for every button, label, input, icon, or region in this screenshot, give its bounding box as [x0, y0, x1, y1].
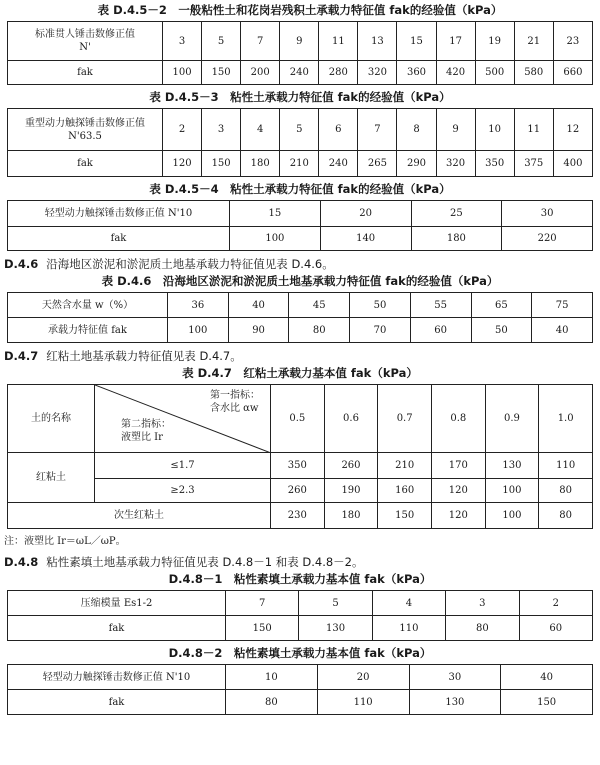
table-d46 [7, 292, 593, 343]
cell: 100 [485, 503, 539, 529]
cell: 375 [514, 151, 553, 177]
row-label: 轻型动力触探锤击数修正值 N'10 [8, 201, 230, 227]
moisture-ratio-header: 0.5 [271, 385, 325, 453]
cell: 350 [271, 453, 325, 479]
table-d481-caption: D.4.8－1 粘性素填土承载力基本值 fak（kPa） [168, 572, 432, 586]
table-row [8, 690, 593, 715]
cell: 80 [446, 616, 519, 641]
cell: 75 [532, 293, 593, 318]
row-label: fak [8, 151, 163, 177]
cell: 170 [431, 453, 485, 479]
cell: 240 [280, 61, 319, 85]
table-row [8, 479, 593, 503]
cell: 20 [320, 201, 411, 227]
cell: 220 [502, 227, 593, 251]
cell: 40 [501, 665, 593, 690]
cell: 30 [409, 665, 501, 690]
cell: 265 [358, 151, 397, 177]
table-d47-caption: 表 D.4.7 红粘土承载力基本值 fak（kPa） [182, 366, 418, 380]
condition-cell: ≤1.7 [95, 453, 271, 479]
condition-cell: ≥2.3 [95, 479, 271, 503]
cell: 500 [475, 61, 514, 85]
cell: 110 [372, 616, 445, 641]
table-d482-caption: D.4.8－2 粘性素填土承载力基本值 fak（kPa） [168, 646, 432, 660]
table-d46-caption: 表 D.4.6 沿海地区淤泥和淤泥质土地基承载力特征值 fak的经验值（kPa） [101, 274, 499, 288]
moisture-ratio-header: 1.0 [539, 385, 593, 453]
cell: 9 [436, 109, 475, 151]
cell: 4 [241, 109, 280, 151]
cell: 25 [411, 201, 502, 227]
table-d454 [7, 200, 593, 251]
table-row [8, 227, 593, 251]
cell: 190 [324, 479, 378, 503]
moisture-ratio-header: 0.8 [431, 385, 485, 453]
cell: 130 [485, 453, 539, 479]
cell: 3 [163, 22, 202, 61]
cell: 7 [241, 22, 280, 61]
cell: 290 [397, 151, 436, 177]
cell: 110 [539, 453, 593, 479]
cell: 110 [317, 690, 409, 715]
cell: 6 [319, 109, 358, 151]
cell: 100 [230, 227, 321, 251]
cell: 210 [378, 453, 432, 479]
index-header [95, 385, 271, 453]
cell: 65 [471, 293, 532, 318]
cell: 150 [226, 616, 299, 641]
cell: 36 [168, 293, 229, 318]
paragraph-d47: D.4.7 红粘土地基承载力特征值见表 D.4.7。 [4, 349, 242, 363]
cell: 280 [319, 61, 358, 85]
cell: 15 [230, 201, 321, 227]
cell: 19 [475, 22, 514, 61]
cell: 40 [532, 318, 593, 343]
cell: 55 [410, 293, 471, 318]
cell: 5 [299, 591, 372, 616]
cell: 5 [280, 109, 319, 151]
cell: 2 [519, 591, 592, 616]
cell: 80 [289, 318, 350, 343]
cell: 210 [280, 151, 319, 177]
moisture-ratio-header: 0.6 [324, 385, 378, 453]
cell: 140 [320, 227, 411, 251]
cell: 160 [378, 479, 432, 503]
cell: 17 [436, 22, 475, 61]
cell: 50 [471, 318, 532, 343]
table-d452 [7, 21, 593, 85]
cell: 100 [168, 318, 229, 343]
cell: 45 [289, 293, 350, 318]
cell: 30 [502, 201, 593, 227]
cell: 7 [358, 109, 397, 151]
table-row [8, 385, 593, 453]
cell: 20 [317, 665, 409, 690]
cell: 660 [553, 61, 592, 85]
table-row [8, 201, 593, 227]
table-d481 [7, 590, 593, 641]
cell: 2 [163, 109, 202, 151]
moisture-ratio-header: 0.9 [485, 385, 539, 453]
cell: 150 [378, 503, 432, 529]
cell: 240 [319, 151, 358, 177]
cell: 150 [501, 690, 593, 715]
cell: 40 [228, 293, 289, 318]
cell: 120 [431, 503, 485, 529]
secondary-red-clay-label: 次生红粘土 [8, 503, 271, 529]
cell: 180 [411, 227, 502, 251]
cell: 80 [539, 479, 593, 503]
cell: 11 [319, 22, 358, 61]
cell: 90 [228, 318, 289, 343]
cell: 70 [350, 318, 411, 343]
table-d454-caption: 表 D.4.5－4 粘性土承载力特征值 fak的经验值（kPa） [149, 182, 451, 196]
row-label: fak [8, 227, 230, 251]
cell: 4 [372, 591, 445, 616]
table-row [8, 318, 593, 343]
table-row [8, 453, 593, 479]
cell: 580 [514, 61, 553, 85]
moisture-ratio-header: 0.7 [378, 385, 432, 453]
cell: 11 [514, 109, 553, 151]
cell: 400 [553, 151, 592, 177]
row-label: 标准贯人锤击数修正值 N' [8, 22, 163, 61]
cell: 8 [397, 109, 436, 151]
table-note: 注：液塑比 Ir＝ωL／ωP。 [4, 536, 126, 547]
red-clay-label: 红粘土 [8, 453, 95, 503]
paragraph-d48: D.4.8 粘性素填土地基承载力特征值见表 D.4.8－1 和表 D.4.8－2。 [4, 555, 364, 569]
cell: 320 [358, 61, 397, 85]
cell: 120 [431, 479, 485, 503]
cell: 180 [241, 151, 280, 177]
cell: 13 [358, 22, 397, 61]
cell: 120 [163, 151, 202, 177]
cell: 130 [299, 616, 372, 641]
cell: 21 [514, 22, 553, 61]
cell: 200 [241, 61, 280, 85]
table-row [8, 616, 593, 641]
cell: 80 [539, 503, 593, 529]
soil-name-header: 土的名称 [8, 385, 95, 453]
table-row [8, 591, 593, 616]
cell: 150 [202, 151, 241, 177]
cell: 350 [475, 151, 514, 177]
cell: 10 [226, 665, 318, 690]
cell: 150 [202, 61, 241, 85]
row-label: fak [8, 61, 163, 85]
cell: 260 [324, 453, 378, 479]
table-row [8, 503, 593, 529]
table-d453-caption: 表 D.4.5－3 粘性土承载力特征值 fak的经验值（kPa） [149, 90, 451, 104]
table-d452-caption: 表 D.4.5－2 一般粘性土和花岗岩残积土承载力特征值 fak的经验值（kPa） [97, 3, 503, 17]
cell: 12 [553, 109, 592, 151]
cell: 100 [163, 61, 202, 85]
row-label: 轻型动力触探锤击数修正值 N'10 [8, 665, 226, 690]
cell: 3 [202, 109, 241, 151]
paragraph-d46: D.4.6 沿海地区淤泥和淤泥质土地基承载力特征值见表 D.4.6。 [4, 257, 334, 271]
cell: 15 [397, 22, 436, 61]
row-label: fak [8, 616, 226, 641]
row-label: 承载力特征值 fak [8, 318, 168, 343]
cell: 130 [409, 690, 501, 715]
table-row [8, 109, 593, 151]
cell: 180 [324, 503, 378, 529]
table-row [8, 665, 593, 690]
cell: 60 [519, 616, 592, 641]
table-row [8, 293, 593, 318]
table-row [8, 151, 593, 177]
row-label: 压缩模量 Es1-2 [8, 591, 226, 616]
cell: 230 [271, 503, 325, 529]
first-index-label: 第一指标： 含水比 αw [210, 390, 260, 414]
row-label: 重型动力触探锤击数修正值 N'63.5 [8, 109, 163, 151]
cell: 3 [446, 591, 519, 616]
table-row [8, 61, 593, 85]
second-index-label: 第二指标： 液塑比 Ir [121, 419, 171, 443]
cell: 100 [485, 479, 539, 503]
table-d482 [7, 664, 593, 715]
table-d453 [7, 108, 593, 177]
cell: 10 [475, 109, 514, 151]
cell: 23 [553, 22, 592, 61]
cell: 50 [350, 293, 411, 318]
cell: 7 [226, 591, 299, 616]
table-d47 [7, 384, 593, 529]
row-label: 天然含水量 w（%） [8, 293, 168, 318]
cell: 420 [436, 61, 475, 85]
cell: 80 [226, 690, 318, 715]
cell: 360 [397, 61, 436, 85]
cell: 320 [436, 151, 475, 177]
cell: 60 [410, 318, 471, 343]
table-row [8, 22, 593, 61]
cell: 9 [280, 22, 319, 61]
cell: 260 [271, 479, 325, 503]
row-label: fak [8, 690, 226, 715]
cell: 5 [202, 22, 241, 61]
